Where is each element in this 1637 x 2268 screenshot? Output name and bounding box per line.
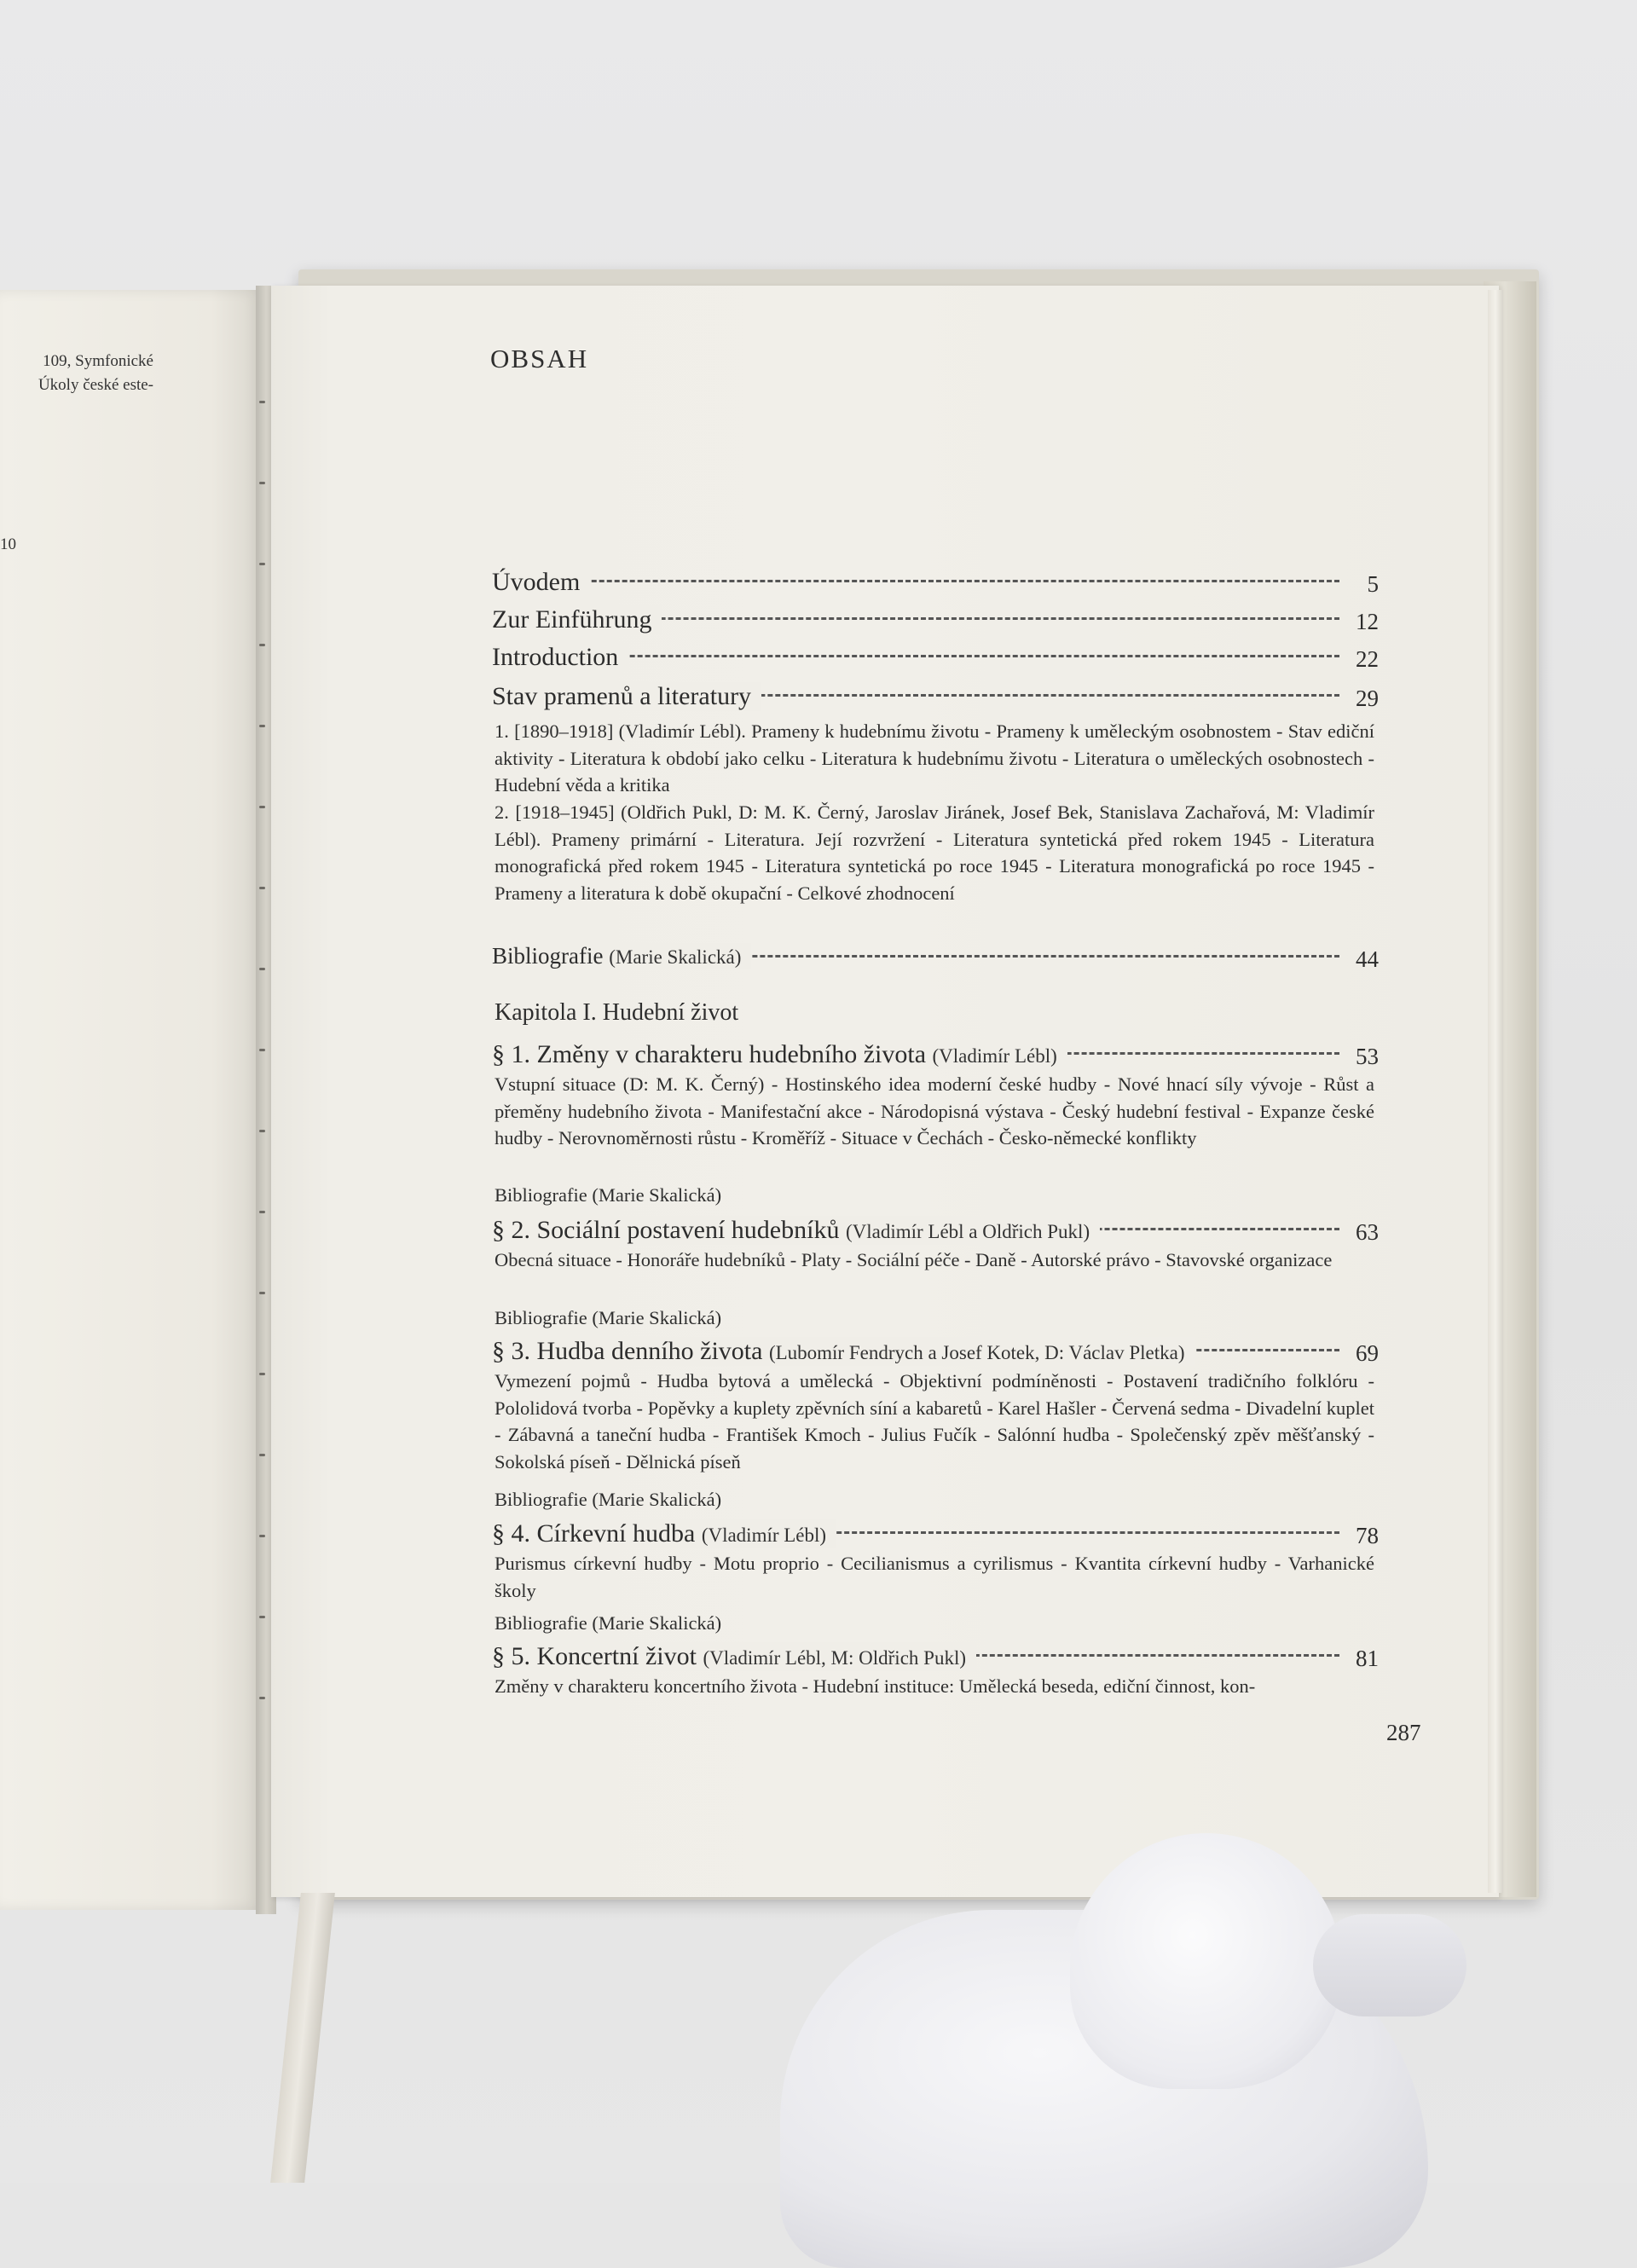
entry-page: 29: [1356, 686, 1379, 711]
binding-stitch: [259, 1292, 265, 1294]
binding-stitch: [259, 725, 265, 727]
section-author: (Vladimír Lébl, M: Oldřich Pukl): [703, 1647, 966, 1669]
entry-author: (Marie Skalická): [609, 946, 742, 968]
section-title-text: § 5. Koncertní život: [492, 1642, 697, 1670]
section-bibliography: Bibliografie (Marie Skalická): [495, 1307, 722, 1328]
binding-stitch: [259, 482, 265, 484]
binding-stitch: [259, 563, 265, 565]
section-title: [492, 1216, 1100, 1245]
entry-description: 1. [1890–1918] (Vladimír Lébl). Prameny k hudebnímu životu - Prameny k uměleckým osobnostem - Stav ediční aktivity - Literatura k období jako celku - Literatura k hudebnímu životu - Literatura o uměleckých osobnostech - Hudební věda a kritika: [495, 720, 1374, 796]
entry-title: Zur Einführung: [492, 605, 662, 634]
binding-stitch: [259, 1535, 265, 1537]
gloved-finger: [1313, 1914, 1466, 2016]
binding-stitch: [259, 1130, 265, 1132]
gloved-thumb: [1070, 1833, 1343, 2089]
toc-title: OBSAH: [490, 344, 589, 373]
section-page: 69: [1356, 1340, 1379, 1366]
section-title-text: § 3. Hudba denního života: [492, 1337, 763, 1365]
section-title-text: § 2. Sociální postavení hudebníků: [492, 1216, 840, 1244]
section-description: Purismus církevní hudby - Motu proprio - Cecilianismus a cyrilismus - Kvantita církevní hudby - Varhanické školy: [495, 1553, 1374, 1601]
binding-stitch: [259, 1454, 265, 1456]
binding-stitch: [259, 1373, 265, 1375]
left-page-number: 10: [0, 535, 16, 553]
entry-title: [492, 943, 751, 969]
toc-entry: [492, 605, 1379, 639]
binding-stitch: [259, 1049, 265, 1051]
toc-entry: [492, 568, 1379, 602]
entry-page: 5: [1367, 571, 1379, 597]
toc-section: [492, 1642, 1379, 1676]
binding-stitch: [259, 1697, 265, 1699]
binding-stitch: [259, 1211, 265, 1213]
entry-page: 22: [1356, 646, 1379, 672]
toc-section: [492, 1216, 1379, 1250]
section-title-text: § 4. Církevní hudba: [492, 1519, 696, 1548]
section-page: 63: [1356, 1219, 1379, 1245]
section-bibliography: Bibliografie (Marie Skalická): [495, 1612, 722, 1634]
section-title: [492, 1040, 1067, 1069]
left-page: [0, 290, 264, 1910]
entry-description: 2. [1918–1945] (Oldřich Pukl, D: M. K. Černý, Jaroslav Jiránek, Josef Bek, Stanislava Zachařová, M: Vladimír Lébl). Prameny primární - Literatura. Její rozvržení - Literatura syntetická před rokem 1945 - Literatura monografická před rokem 1945 - Literatura syntetická po roce 1945 - Literatura monografická po roce 1945 - Prameny a literatura k době okupační - Celkové zhodnocení: [495, 801, 1374, 904]
section-bibliography: Bibliografie (Marie Skalická): [495, 1184, 722, 1206]
section-page: 81: [1356, 1646, 1379, 1671]
entry-title: Stav pramenů a literatury: [492, 682, 761, 711]
binding-stitch: [259, 1616, 265, 1618]
section-author: (Lubomír Fendrych a Josef Kotek, D: Václav Pletka): [768, 1342, 1185, 1363]
binding-stitch: [259, 806, 265, 808]
section-bibliography: Bibliografie (Marie Skalická): [495, 1489, 722, 1510]
section-description: Vymezení pojmů - Hudba bytová a umělecká - Objektivní podmíněnosti - Postavení tradičního folklóru - Pololidová tvorba - Popěvky a kuplety zpěvních síní a kabaretů - Karel Hašler - Červená sedma - Divadelní kuplet - Zábavná a taneční hudba - František Kmoch - Julius Fučík - Salónní hudba - Společenský zpěv měšťanský - Sokolská píseň - Dělnická píseň: [495, 1370, 1374, 1472]
entry-title-text: Bibliografie: [492, 943, 604, 969]
section-description: Změny v charakteru koncertního života - Hudební instituce: Umělecká beseda, ediční činnost, kon-: [495, 1675, 1256, 1697]
page-block-edge: [1488, 290, 1503, 1893]
left-page-line: Úkoly české este-: [38, 376, 153, 394]
page-number: 287: [1386, 1720, 1421, 1745]
section-description: Obecná situace - Honoráře hudebníků - Platy - Sociální péče - Daně - Autorské právo - Stavovské organizace: [495, 1249, 1333, 1270]
leader-dots: [492, 580, 1339, 582]
binding-stitch: [259, 968, 265, 970]
section-title: [492, 1519, 836, 1548]
binding-stitch: [259, 887, 265, 889]
section-author: (Vladimír Lébl): [932, 1045, 1057, 1067]
entry-page: 44: [1356, 946, 1379, 972]
toc-section: [492, 1040, 1379, 1074]
entry-page: 12: [1356, 609, 1379, 634]
toc-entry: [492, 643, 1379, 677]
left-page-line: 109, Symfonické: [43, 352, 153, 370]
section-title: [492, 1642, 976, 1671]
section-title-text: § 1. Změny v charakteru hudebního života: [492, 1040, 927, 1068]
entry-title: Úvodem: [492, 568, 590, 597]
section-author: (Vladimír Lébl a Oldřich Pukl): [845, 1221, 1090, 1242]
section-title: [492, 1337, 1195, 1366]
toc-entry-bibliografie: [492, 943, 1379, 977]
entry-title: Introduction: [492, 643, 628, 672]
binding-stitch: [259, 644, 265, 646]
toc-section: [492, 1519, 1379, 1553]
section-page: 53: [1356, 1044, 1379, 1069]
section-author: (Vladimír Lébl): [701, 1525, 827, 1546]
section-description: Vstupní situace (D: M. K. Černý) - Hostinského idea moderní české hudby - Nové hnací síly vývoje - Růst a přeměny hudebního života - Manifestační akce - Národopisná výstava - Český hudební festival - Expanze české hudby - Nerovnoměrnosti růstu - Kroměříž - Situace v Čechách - Česko-německé konflikty: [495, 1073, 1374, 1148]
left-page-text: [0, 350, 153, 397]
chapter-heading: Kapitola I. Hudební život: [495, 999, 739, 1026]
section-page: 78: [1356, 1523, 1379, 1548]
binding-stitch: [259, 401, 265, 403]
toc-section: [492, 1337, 1379, 1371]
toc-entry: [492, 682, 1379, 716]
